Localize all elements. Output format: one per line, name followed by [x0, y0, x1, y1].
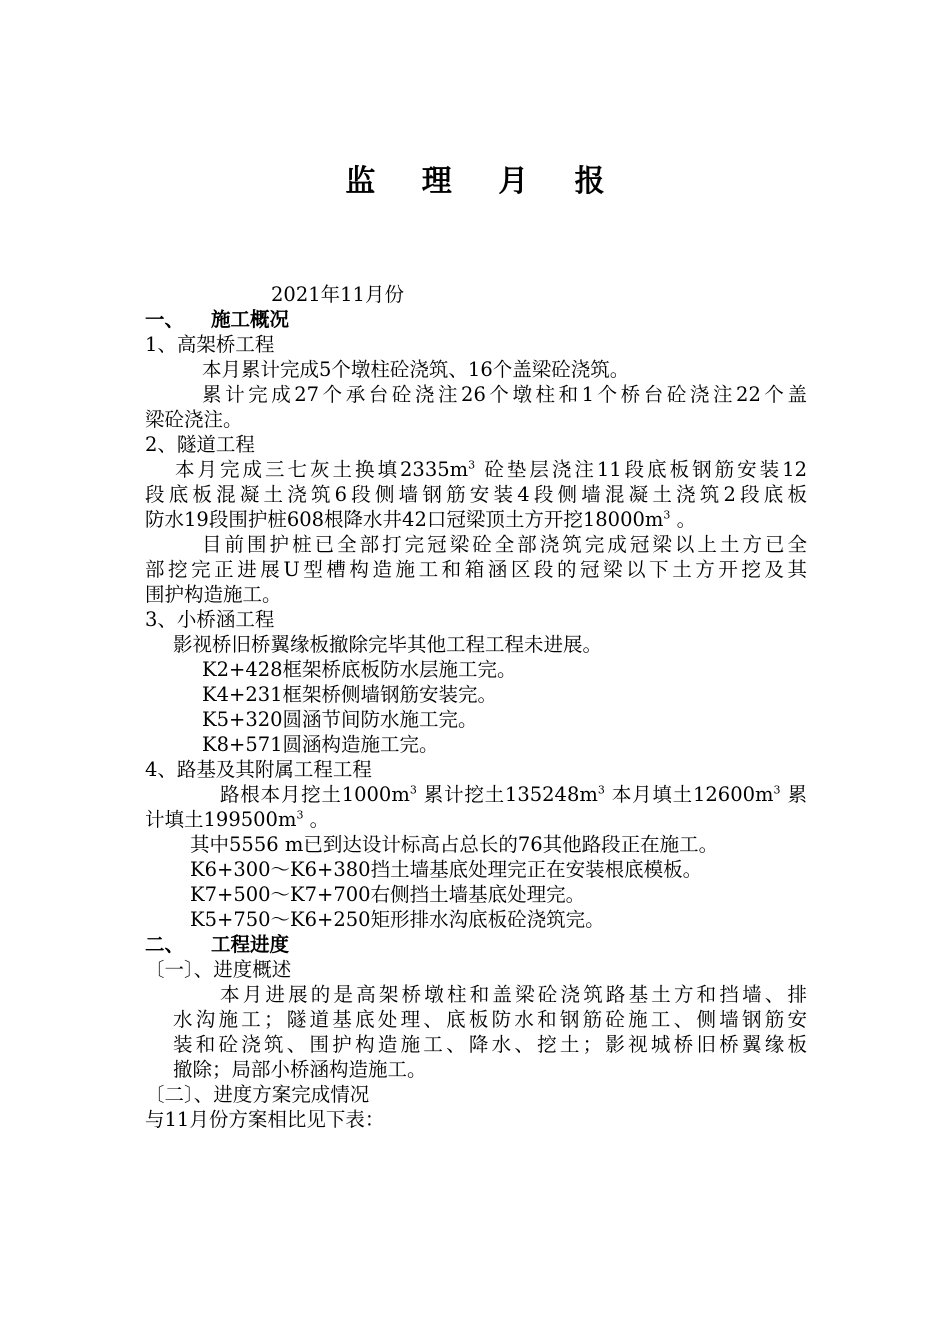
subsection-heading-culvert: 3、小桥涵工程 [145, 608, 275, 631]
paragraph: 梁砼浇注。 [145, 408, 243, 431]
paragraph: 部挖完正进展U型槽构造施工和箱涵区段的冠梁以下土方开挖及其 [145, 558, 807, 581]
document-title: 监 理 月 报 [345, 164, 623, 199]
subsection-heading-viaduct: 1、高架桥工程 [145, 333, 275, 356]
paragraph: 装和砼浇筑、围护构造施工、降水、挖土；影视城桥旧桥翼缘板 [173, 1033, 807, 1056]
paragraph: 本月完成三七灰土换填$2335m^3$ 砼垫层浇注11段底板钢筋安装12 [175, 458, 807, 481]
paragraph: 其中5556 m已到达设计标高占总长的76其他路段正在施工。 [190, 833, 719, 856]
section-number: 一、 [145, 308, 185, 331]
section-heading-2 [145, 932, 807, 957]
section-heading-1 [145, 307, 807, 332]
paragraph: 计填土$199500m^3$ 。 [145, 808, 330, 831]
document-body [145, 282, 807, 1132]
section-label: 工程进度 [211, 933, 290, 956]
section-label: 施工概况 [211, 308, 290, 331]
paragraph: 影视桥旧桥翼缘板撤除完毕其他工程工程未进展。 [173, 633, 603, 656]
subsection-heading-plan-completion: 〔二〕、进度方案完成情况 [145, 1083, 370, 1106]
paragraph: 围护构造施工。 [145, 583, 282, 606]
subsection-heading-roadbed: 4、路基及其附属工程工程 [145, 758, 372, 781]
paragraph: 段底板混凝土浇筑6段侧墙钢筋安装4段侧墙混凝土浇筑2段底板 [145, 483, 807, 506]
list-item: K2+428框架桥底板防水层施工完。 [202, 658, 517, 681]
paragraph: 撤除；局部小桥涵构造施工。 [173, 1058, 427, 1081]
subsection-heading-progress-overview: 〔一〕、进度概述 [145, 958, 292, 981]
list-item: K4+231框架桥侧墙钢筋安装完。 [202, 683, 498, 706]
report-date: 2021年11月份 [271, 283, 404, 306]
list-item: K7+500～K7+700右侧挡土墙基底处理完。 [190, 883, 586, 906]
list-item: K6+300～K6+380挡土墙基底处理完正在安装根底模板。 [190, 858, 703, 881]
paragraph: 目前围护桩已全部打完冠梁砼全部浇筑完成冠梁以上土方已全 [202, 533, 807, 556]
list-item: K8+571圆涵构造施工完。 [202, 733, 439, 756]
subsection-heading-tunnel: 2、隧道工程 [145, 433, 255, 456]
list-item: K5+320圆涵节间防水施工完。 [202, 708, 478, 731]
paragraph: 本月进展的是高架桥墩柱和盖梁砼浇筑路基土方和挡墙、排 [220, 983, 807, 1006]
paragraph: 本月累计完成5个墩柱砼浇筑、16个盖梁砼浇筑。 [202, 358, 630, 381]
paragraph: 防水19段围护桩608根降水井42口冠梁顶土方开挖$18000m^3$ 。 [145, 508, 697, 531]
section-number: 二、 [145, 933, 185, 956]
paragraph: 与11月份方案相比见下表： [145, 1108, 385, 1131]
paragraph: 水沟施工；隧道基底处理、底板防水和钢筋砼施工、侧墙钢筋安 [173, 1008, 807, 1031]
paragraph: 累计完成27个承台砼浇注26个墩柱和1个桥台砼浇注22个盖 [202, 383, 807, 406]
list-item: K5+750～K6+250矩形排水沟底板砼浇筑完。 [190, 908, 605, 931]
paragraph: 路根本月挖土$1000m^3$ 累计挖土$135248m^3$ 本月填土$12600m^3$ 累 [220, 783, 807, 806]
